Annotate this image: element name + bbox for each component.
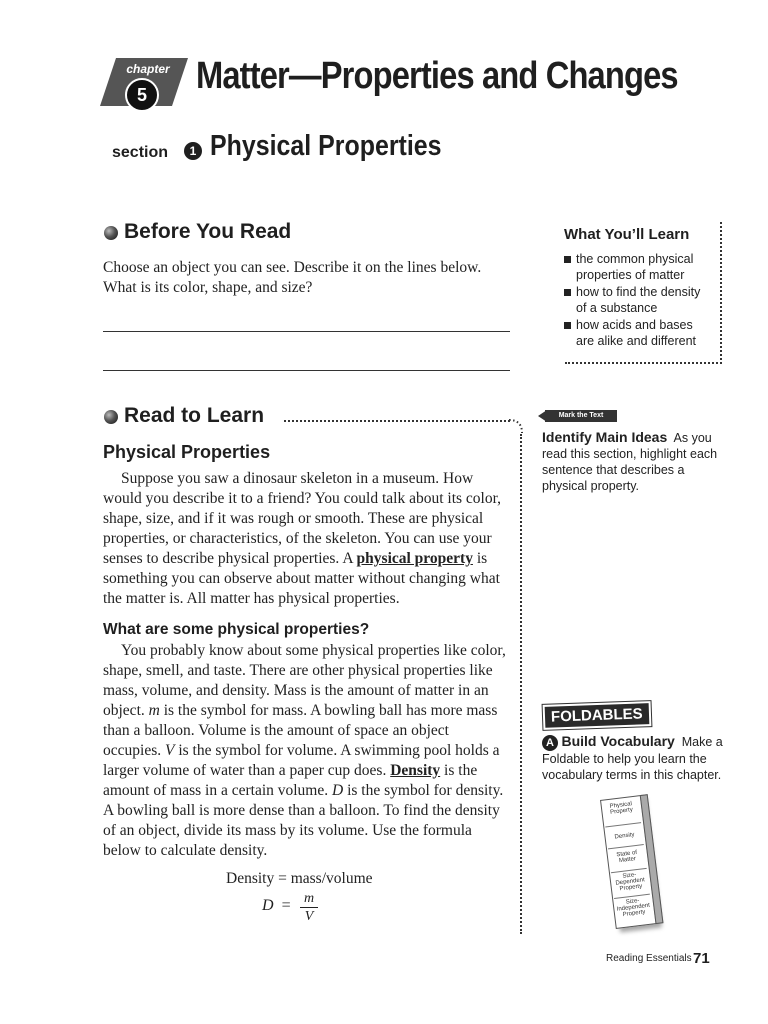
list-item: how acids and bases are alike and different	[564, 317, 714, 349]
answer-line[interactable]	[103, 331, 510, 332]
bullet-icon	[104, 410, 118, 424]
what-youll-learn-heading: What You’ll Learn	[564, 226, 690, 243]
section-number: 1	[184, 142, 202, 160]
foldable-illustration	[600, 792, 677, 929]
formula-words: Density = mass/volume	[226, 870, 373, 887]
vocab-term: Density	[390, 762, 441, 779]
subheading: Physical Properties	[103, 442, 271, 462]
divider-corner	[508, 419, 524, 435]
foldables-logo: FOLDABLES	[543, 701, 651, 730]
sidebar-border	[565, 362, 722, 364]
foldables-note: A Build Vocabulary Make a Foldable to help you learn the vocabulary terms in this chapter.	[542, 733, 723, 782]
footer-label: Reading Essentials	[606, 953, 692, 964]
before-you-read-prompt: Choose an object you can see. Describe it on the lines below. What is its color, shape, and size?	[103, 259, 482, 296]
divider	[284, 420, 510, 422]
mark-the-text-tag: Mark the Text	[545, 410, 617, 422]
foldable-tab: Physical Property	[602, 797, 641, 827]
foldable-tab: Density	[605, 823, 643, 849]
page-number: 71	[693, 950, 710, 967]
before-you-read-heading: Before You Read	[124, 220, 292, 243]
foldable-tab: State of Matter	[608, 845, 647, 873]
formula-fraction: m V	[300, 891, 318, 925]
read-to-learn-heading: Read to Learn	[124, 404, 265, 427]
section-label: section	[112, 144, 169, 161]
question-heading: What are some physical properties?	[103, 621, 370, 638]
formula: D =	[262, 897, 291, 914]
section-title: Physical Properties	[210, 130, 442, 162]
paragraph: You probably know about some physical properties like color, shape, smell, and taste. There are other physical properties like mass, volume, and density. Mass is the amount of matter in an object. m is the symbol for mass. A bowling ball has more mass than a balloon. Volume is the amount of space an object occupies. V is the symbol for volume. A swimming pool holds a larger volume of water than a paper cup does. Density is the amount of mass in a certain volume. D is the symbol for density. A bowling ball is more dense than a balloon. To find the density of an object, divide its mass by its volume. Use the formula below to calculate density.	[103, 642, 506, 859]
sidebar-border	[720, 222, 722, 364]
column-divider	[520, 434, 522, 934]
chapter-number: 5	[125, 78, 159, 112]
mark-the-text-note: Identify Main Ideas As you read this section, highlight each sentence that describes a physical property.	[542, 429, 718, 493]
chapter-label: chapter	[126, 62, 170, 76]
foldable-tab: Size-Dependent Property	[611, 869, 650, 899]
chapter-title: Matter—Properties and Changes	[196, 55, 678, 97]
list-item: how to find the density of a substance	[564, 284, 714, 316]
learn-list	[564, 251, 714, 350]
foldable-tab: Size-Independent Property	[616, 897, 651, 919]
paragraph: Suppose you saw a dinosaur skeleton in a museum. How would you describe it to a friend? You could talk about its color, shape, size, and if it was rough or smooth. These are physical properties, or characteristics, of the skeleton. You can use your senses to describe physical properties. A physical property is something you can observe about matter without changing what the matter is. All matter has physical properties.	[103, 470, 502, 607]
vocab-term: physical property	[356, 550, 473, 567]
list-item: the common physical properties of matter	[564, 251, 714, 283]
answer-line[interactable]	[103, 370, 510, 371]
bullet-icon	[104, 226, 118, 240]
